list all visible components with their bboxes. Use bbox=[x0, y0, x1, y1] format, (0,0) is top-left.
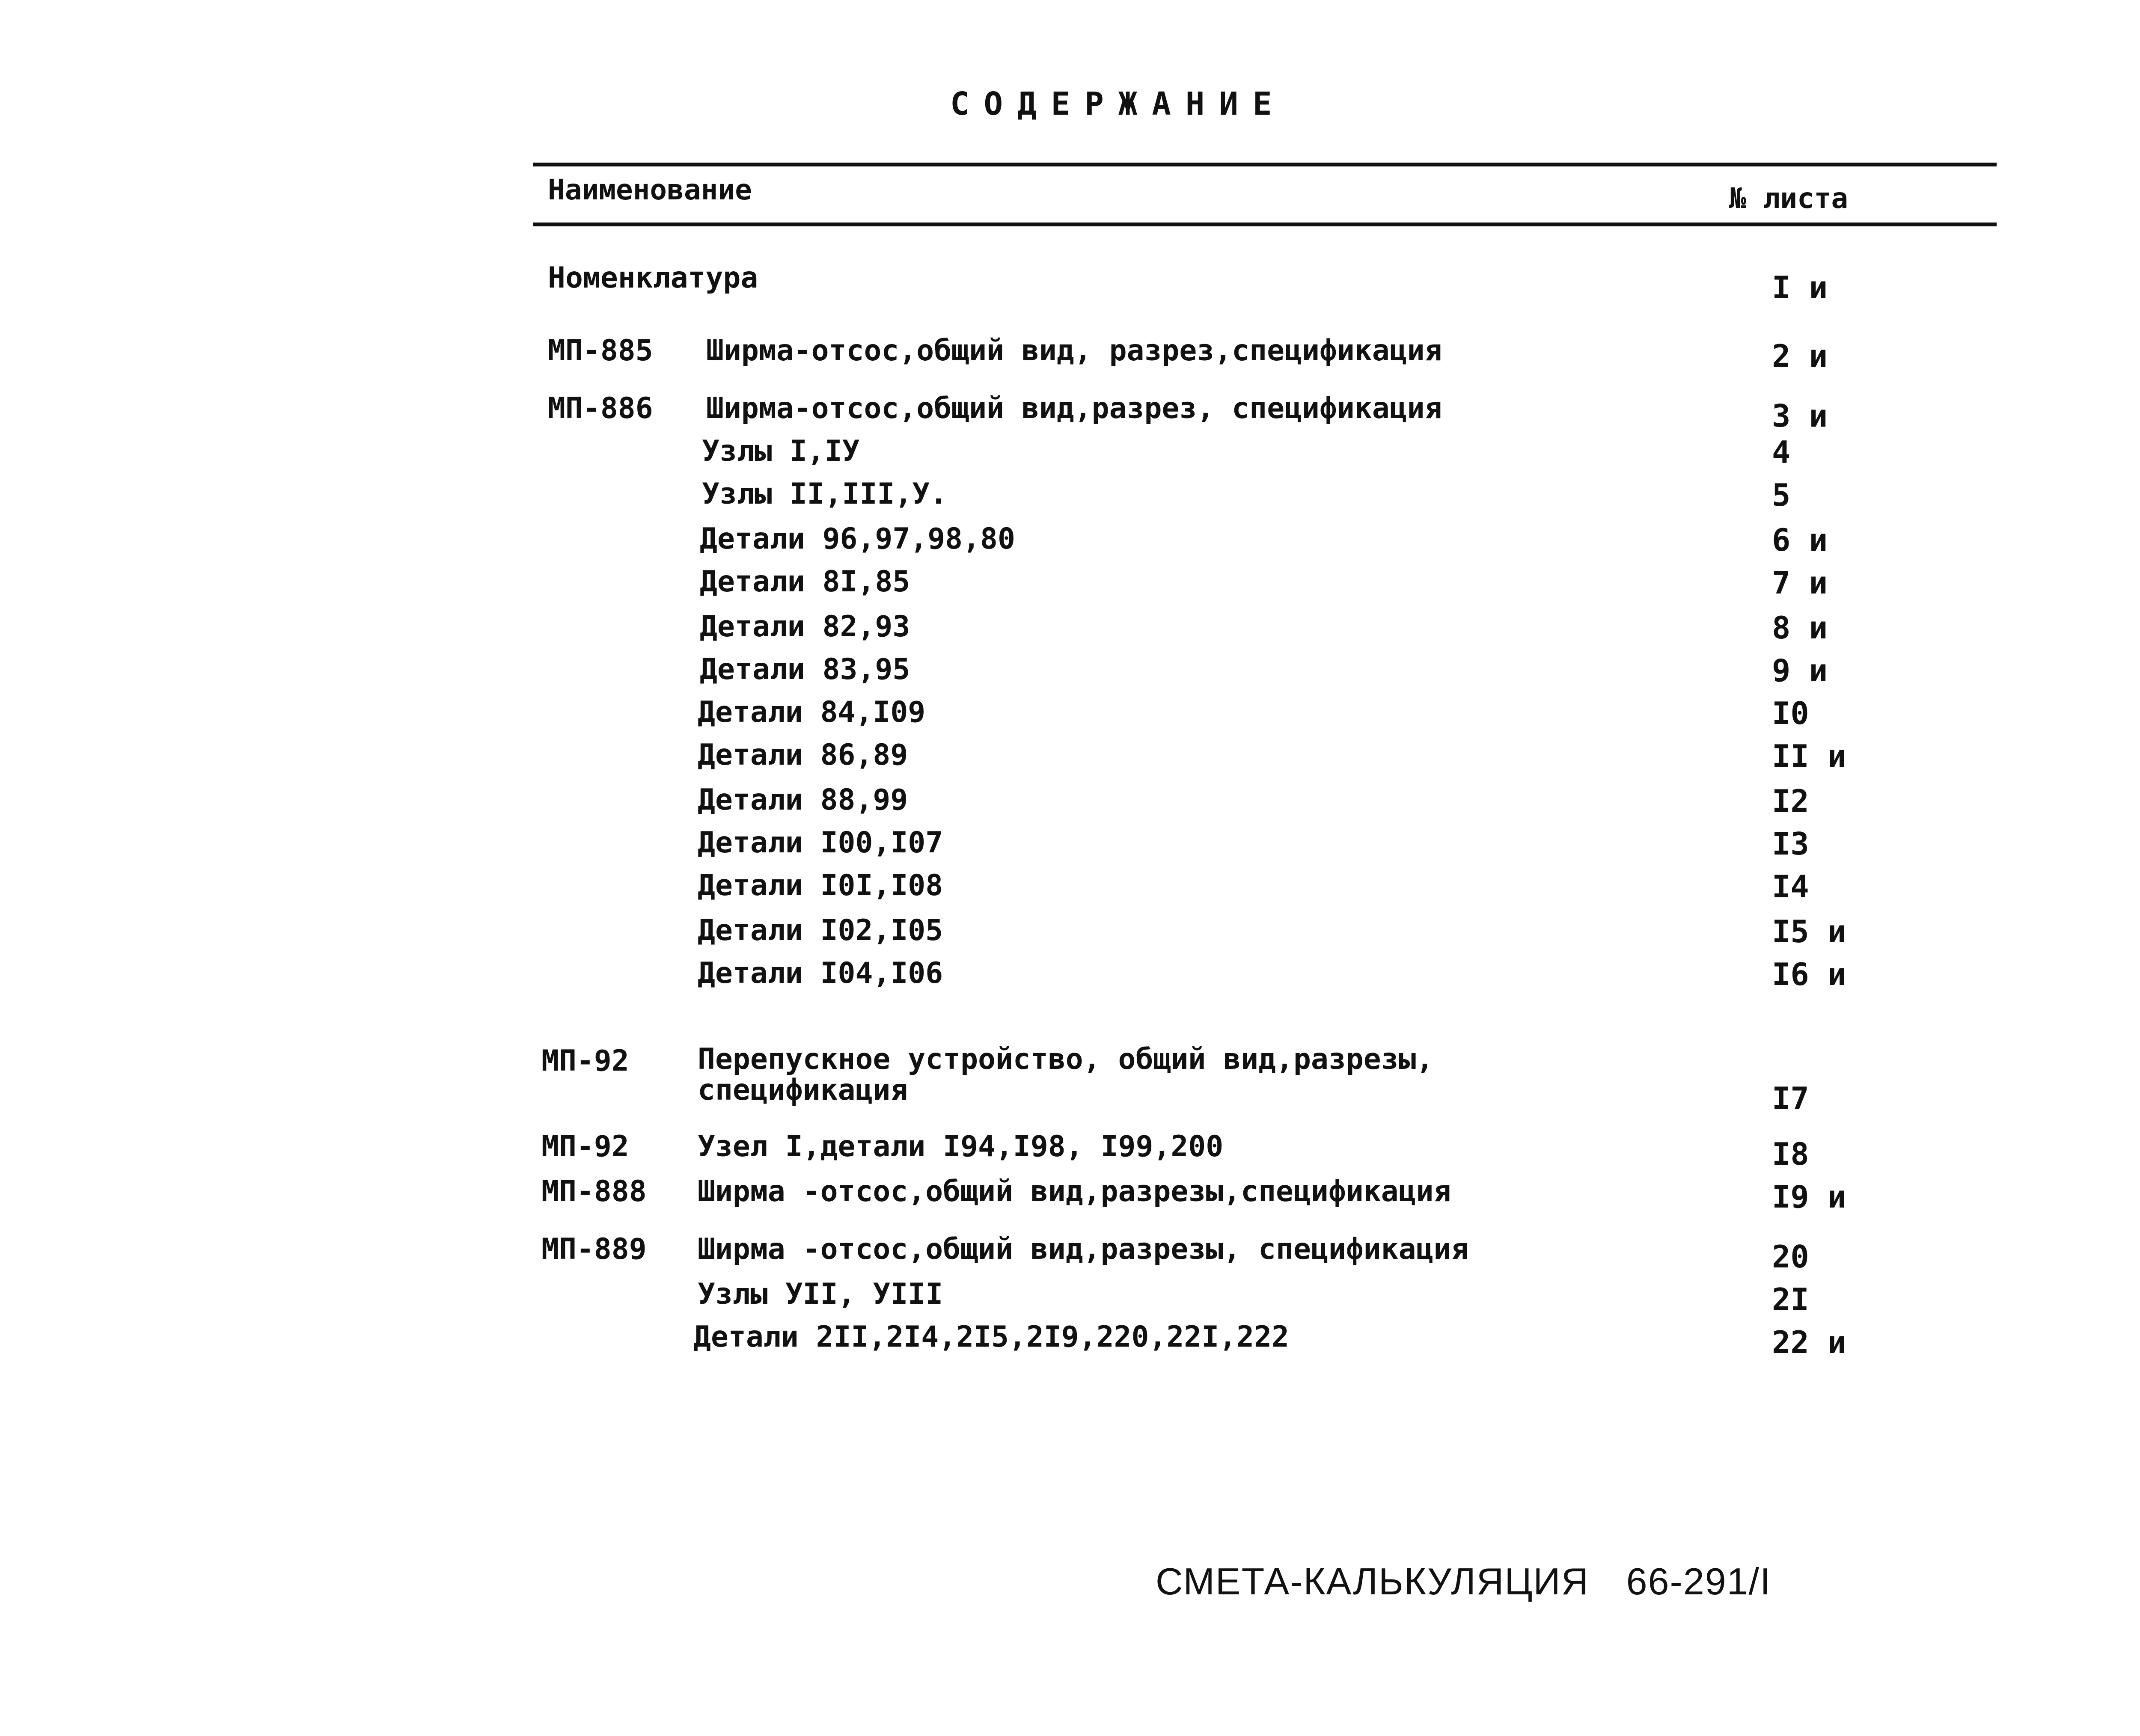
row-name: Детали 82,93 bbox=[700, 610, 910, 644]
row-code: МП-889 bbox=[541, 1232, 647, 1266]
row-sheet: I6 и bbox=[1772, 956, 1846, 992]
row-name: Детали 86,89 bbox=[698, 738, 908, 772]
toc-row bbox=[0, 1232, 2140, 1275]
row-sheet: I5 и bbox=[1772, 914, 1846, 950]
row-name: Узлы II,III,У. bbox=[702, 477, 948, 511]
toc-row bbox=[0, 565, 2140, 608]
stamp-footer bbox=[1156, 1560, 1771, 1603]
row-sheet: I7 bbox=[1772, 1080, 1809, 1116]
row-sheet: 8 и bbox=[1772, 610, 1828, 646]
toc-row bbox=[0, 1130, 2140, 1172]
row-name: Номенклатура bbox=[548, 261, 758, 295]
row-name: Ширма -отсос,общий вид,разрезы, спецификация bbox=[698, 1232, 1469, 1266]
row-name: Ширма-отсос,общий вид, разрез,спецификация bbox=[706, 334, 1442, 368]
toc-row bbox=[0, 653, 2140, 695]
row-sheet: I3 bbox=[1772, 826, 1809, 862]
row-name: Детали I04,I06 bbox=[698, 956, 943, 990]
toc-row bbox=[0, 869, 2140, 911]
row-sheet: 20 bbox=[1772, 1239, 1809, 1275]
row-sheet: I9 и bbox=[1772, 1179, 1846, 1215]
toc-row bbox=[0, 738, 2140, 781]
row-sheet: 2I bbox=[1772, 1282, 1809, 1318]
row-name: Детали I02,I05 bbox=[698, 914, 943, 947]
toc-row bbox=[0, 434, 2140, 477]
toc-row bbox=[0, 1320, 2140, 1363]
row-sheet: II и bbox=[1772, 738, 1846, 774]
footer-label: СМЕТА-КАЛЬКУЛЯЦИЯ bbox=[1156, 1560, 1590, 1602]
toc-row bbox=[0, 956, 2140, 999]
row-sheet: 5 bbox=[1772, 477, 1791, 513]
row-name: Детали 8I,85 bbox=[700, 565, 910, 599]
row-name: Детали 96,97,98,80 bbox=[700, 522, 1015, 556]
row-name: Детали 88,99 bbox=[698, 783, 908, 817]
row-sheet: 22 и bbox=[1772, 1324, 1846, 1360]
toc-row bbox=[0, 392, 2140, 434]
row-name: Перепускное устройство, общий вид,разрезы, спецификация bbox=[698, 1042, 1434, 1107]
row-name: Ширма -отсос,общий вид,разрезы,спецификация bbox=[698, 1175, 1451, 1208]
row-name: Детали 83,95 bbox=[700, 653, 910, 686]
toc-row bbox=[0, 695, 2140, 738]
row-code: МП-885 bbox=[548, 334, 653, 368]
toc-row bbox=[0, 1175, 2140, 1217]
toc-row bbox=[0, 477, 2140, 520]
row-sheet: 7 и bbox=[1772, 565, 1828, 601]
header-bottom-rule bbox=[533, 223, 1997, 226]
toc-row bbox=[0, 522, 2140, 565]
toc-row bbox=[0, 783, 2140, 826]
header-top-rule bbox=[533, 163, 1997, 166]
row-sheet: 6 и bbox=[1772, 522, 1828, 558]
row-name: Узлы УII, УIII bbox=[698, 1277, 943, 1311]
page-title: СОДЕРЖАНИЕ bbox=[950, 86, 1287, 122]
row-sheet: 3 и bbox=[1772, 398, 1828, 434]
toc-row bbox=[0, 914, 2140, 956]
row-code: МП-886 bbox=[548, 392, 653, 425]
row-name: Детали I0I,I08 bbox=[698, 869, 943, 902]
row-sheet: I8 bbox=[1772, 1136, 1809, 1172]
row-name: Ширма-отсос,общий вид,разрез, спецификация bbox=[706, 392, 1442, 425]
row-code: МП-888 bbox=[541, 1175, 647, 1208]
toc-row bbox=[0, 610, 2140, 653]
row-sheet: 2 и bbox=[1772, 338, 1828, 374]
row-sheet: I4 bbox=[1772, 869, 1809, 905]
row-sheet: 4 bbox=[1772, 434, 1791, 470]
row-sheet: I0 bbox=[1772, 695, 1809, 731]
toc-row bbox=[0, 334, 2140, 377]
toc-row bbox=[0, 261, 2140, 304]
row-name: Детали 84,I09 bbox=[698, 695, 926, 729]
row-sheet: I2 bbox=[1772, 783, 1809, 819]
toc-row bbox=[0, 1044, 2140, 1130]
row-sheet: I и bbox=[1772, 270, 1828, 306]
row-name: Детали I00,I07 bbox=[698, 826, 943, 860]
row-name: Узлы I,IУ bbox=[702, 434, 860, 468]
column-header-sheet: № листа bbox=[1729, 182, 1849, 215]
row-name: Узел I,детали I94,I98, I99,200 bbox=[698, 1130, 1224, 1163]
footer-number: 66-291/I bbox=[1626, 1560, 1771, 1602]
toc-row bbox=[0, 1277, 2140, 1320]
toc-row bbox=[0, 826, 2140, 869]
row-sheet: 9 и bbox=[1772, 653, 1828, 688]
column-header-name: Наименование bbox=[548, 173, 752, 206]
row-code: МП-92 bbox=[541, 1044, 629, 1078]
row-name: Детали 2II,2I4,2I5,2I9,220,22I,222 bbox=[693, 1320, 1289, 1354]
row-code: МП-92 bbox=[541, 1130, 629, 1163]
